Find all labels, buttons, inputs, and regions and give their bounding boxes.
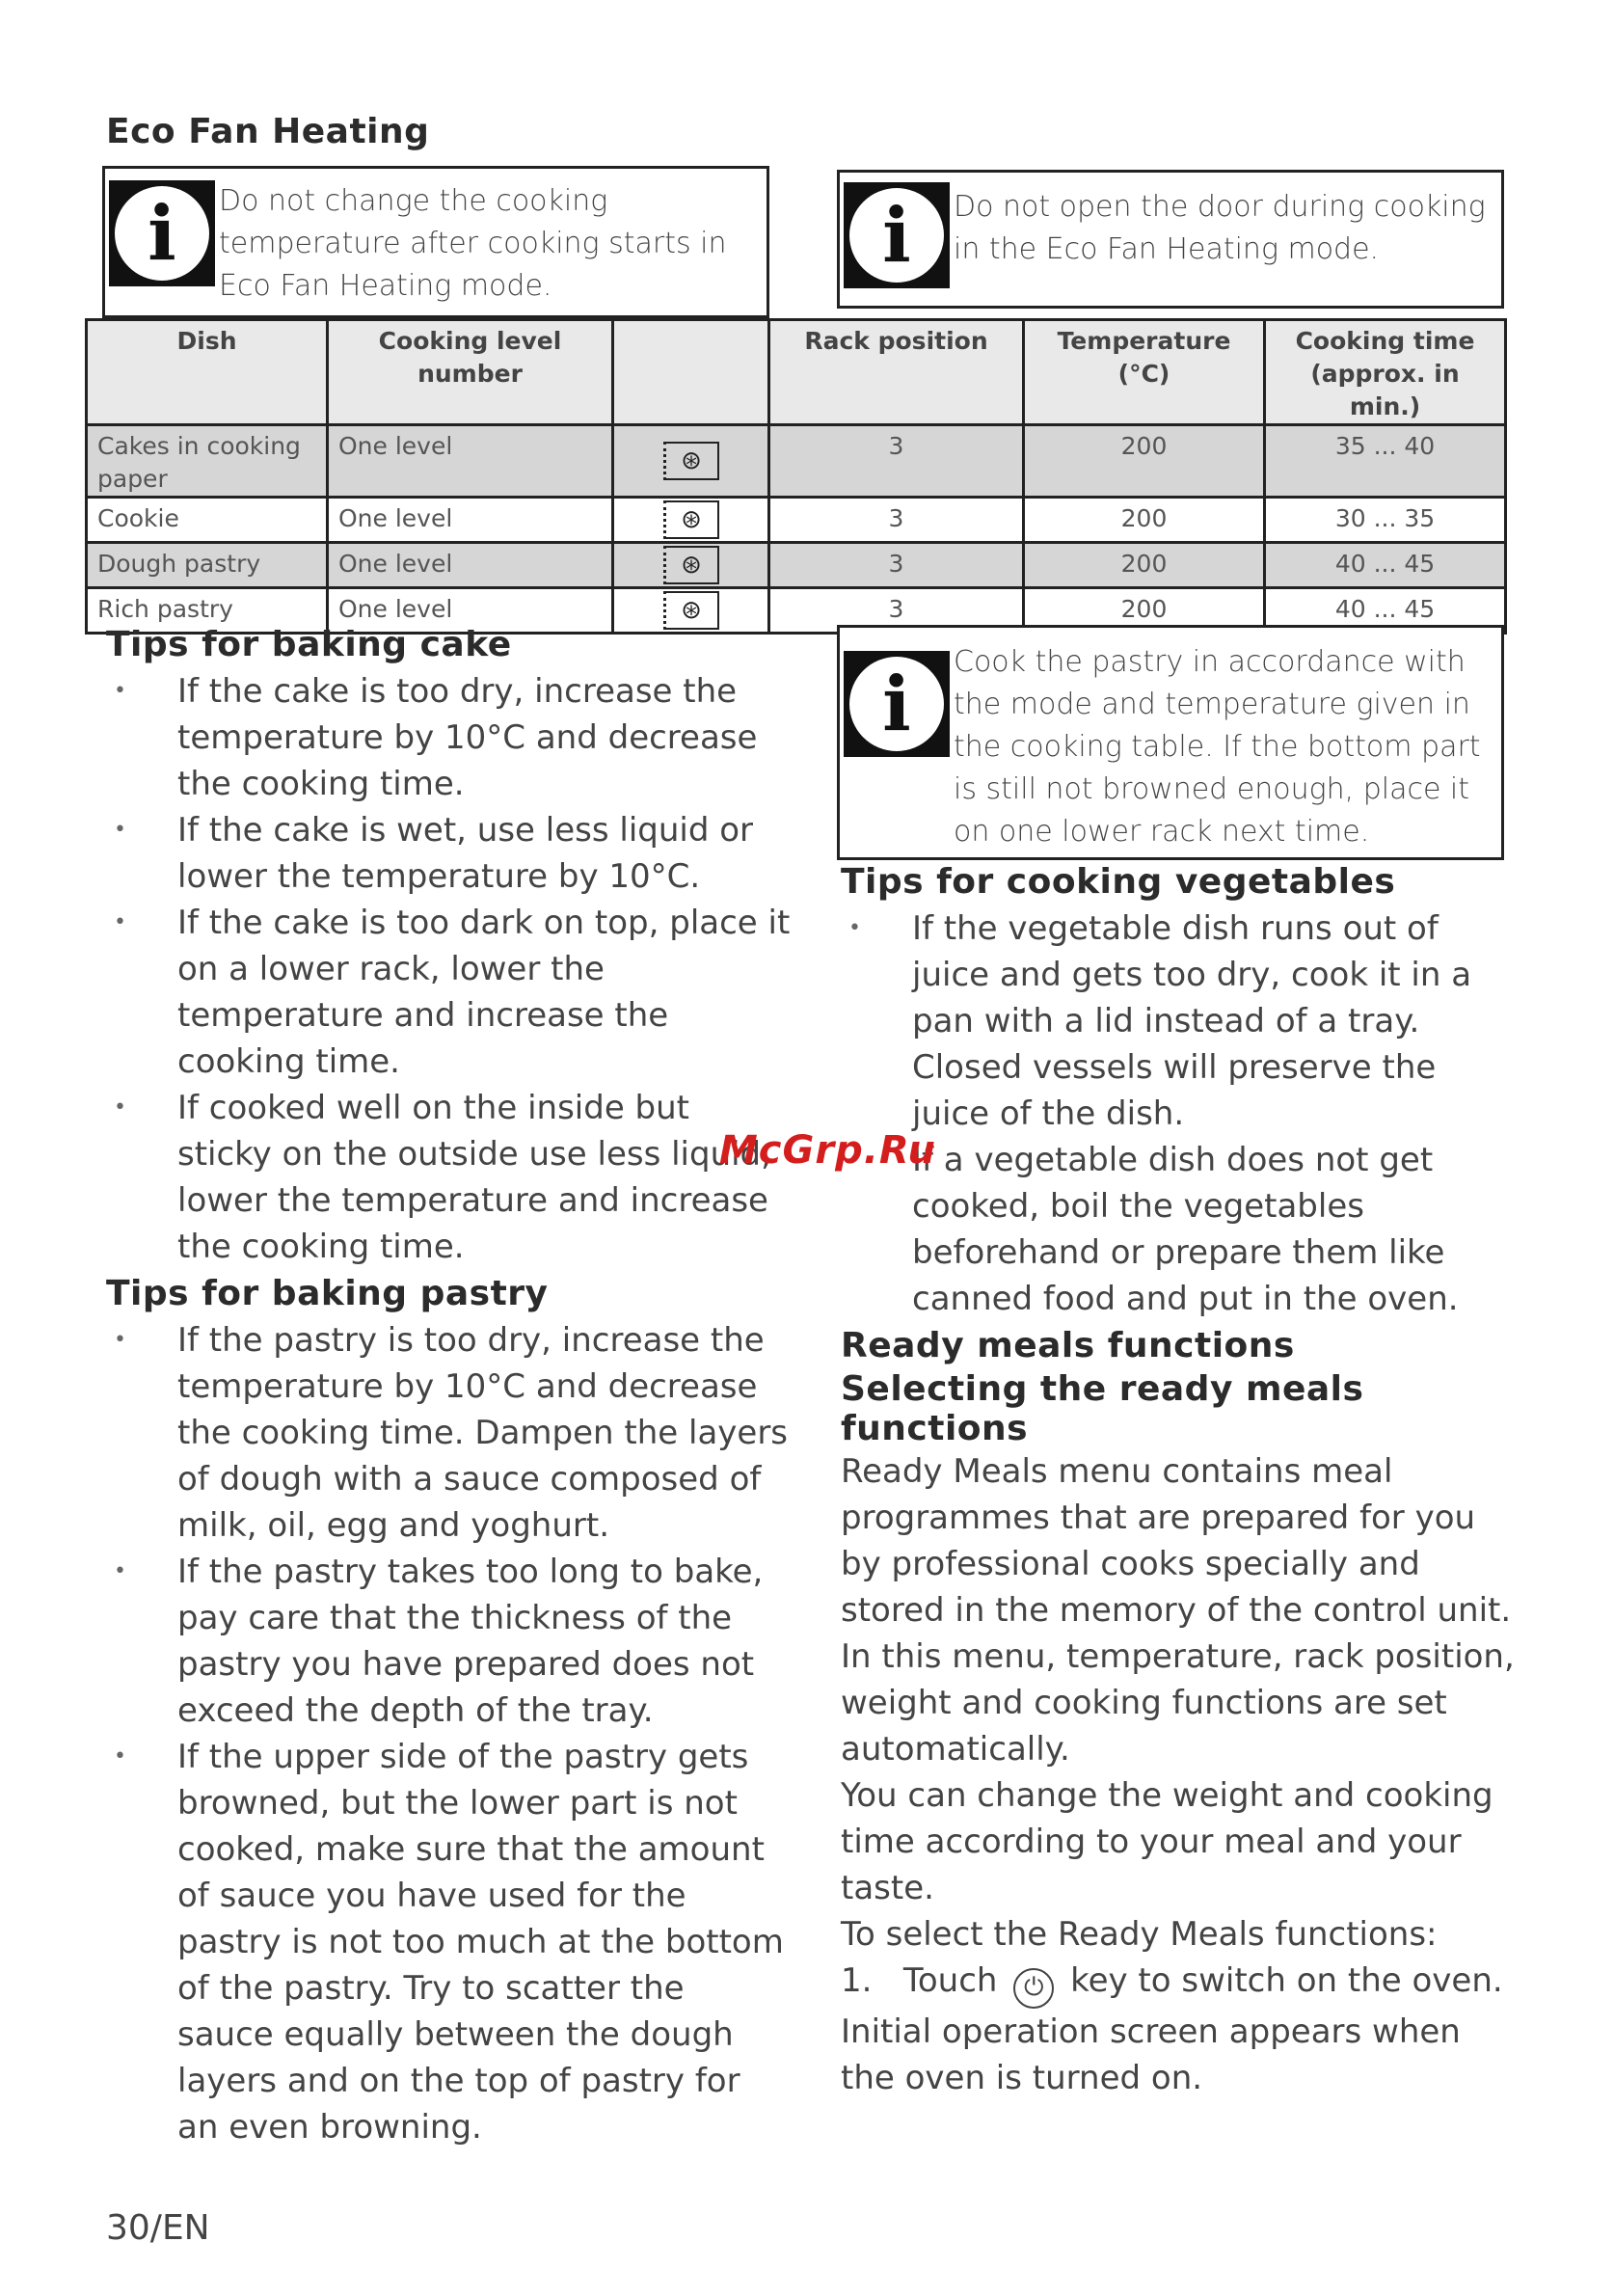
header-level: Cooking level number	[328, 320, 613, 425]
info-note-pastry	[837, 625, 1504, 860]
fan-heating-icon: ⊛	[663, 500, 719, 539]
header-mode	[613, 320, 769, 425]
list-item: • If a vegetable dish does not get cooked, boil the vegetables beforehand or prepare them like canned food and put in the oven.	[841, 1137, 1516, 1322]
ready-meals-initial-screen: Initial operation screen appears when the oven is turned on.	[841, 2012, 1461, 2097]
section-title: Eco Fan Heating	[106, 112, 430, 151]
table-row	[87, 498, 1506, 543]
header-dish: Dish	[87, 320, 328, 425]
note-text: Do not open the door during cooking in the Eco Fan Heating mode.	[954, 190, 1486, 266]
tips-veg-list	[841, 905, 1516, 1322]
info-icon: i	[844, 651, 950, 757]
fan-heating-icon: ⊛	[663, 442, 719, 480]
page-number: 30/EN	[106, 2208, 210, 2248]
cell-time: 40 ... 45	[1265, 588, 1506, 634]
info-note-door	[837, 170, 1504, 309]
fan-heating-icon: ⊛	[663, 591, 719, 630]
cell-dish: Cakes in cooking paper	[87, 425, 328, 498]
list-item: • If the vegetable dish runs out of juice and gets too dry, cook it in a pan with a lid instead of a tray. Closed vessels will preserve the juice of the dish.	[841, 905, 1516, 1137]
note-text: Do not change the cooking temperature after cooking starts in Eco Fan Heating mode.	[219, 184, 727, 303]
tips-cake-title: Tips for baking cake	[106, 625, 512, 664]
tips-cake-list	[106, 668, 791, 1270]
ready-meals-change: You can change the weight and cooking time according to your meal and your taste.	[841, 1776, 1493, 1907]
cell-temperature: 200	[1024, 543, 1265, 588]
list-item: • If cooked well on the inside but sticky on the outside use less liquid, lower the temperature and increase the cooking time.	[106, 1085, 791, 1270]
list-item: • If the upper side of the pastry gets browned, but the lower part is not cooked, make sure that the amount of sauce you have used for the pastry is not too much at the bottom of the pastry. Try to scatter the sauce equally between the dough layers and on the top of pastry for an even browning.	[106, 1734, 791, 2150]
step-number: 1.	[841, 1961, 873, 2000]
list-item: • If the pastry takes too long to bake, pay care that the thickness of the pastry you have prepared does not exceed the depth of the tray.	[106, 1549, 791, 1734]
cooking-table	[85, 318, 1507, 635]
ready-meals-select: To select the Ready Meals functions:	[841, 1915, 1438, 1954]
cell-level: One level	[328, 425, 613, 498]
info-icon: i	[844, 182, 950, 288]
header-rack: Rack position	[769, 320, 1024, 425]
right-column	[841, 862, 1516, 2101]
note-text: Cook the pastry in accordance with the mode and temperature given in the cooking table. If the bottom part is still not browned enough, place it on one lower rack next time.	[954, 645, 1481, 849]
cell-rack: 3	[769, 498, 1024, 543]
table-header-row	[87, 320, 1506, 425]
list-item: • If the cake is too dark on top, place it on a lower rack, lower the temperature and increase the cooking time.	[106, 900, 791, 1085]
tips-veg-title: Tips for cooking vegetables	[841, 862, 1396, 902]
step-text-post: key to switch on the oven.	[1070, 1961, 1503, 2000]
table-row	[87, 425, 1506, 498]
list-item: • If the cake is too dry, increase the temperature by 10°C and decrease the cooking time.	[106, 668, 791, 807]
watermark: McGrp.Ru	[719, 1128, 936, 1173]
ready-meals-subtitle: Selecting the ready meals functions	[841, 1369, 1364, 1448]
cell-level: One level	[328, 498, 613, 543]
cell-time: 35 ... 40	[1265, 425, 1506, 498]
cell-time: 30 ... 35	[1265, 498, 1506, 543]
ready-meals-auto: In this menu, temperature, rack position, weight and cooking functions are set automatically.	[841, 1637, 1515, 1769]
ready-meals-step-1	[841, 1958, 1516, 2009]
cell-temperature: 200	[1024, 498, 1265, 543]
cell-temperature: 200	[1024, 425, 1265, 498]
cell-rack: 3	[769, 543, 1024, 588]
cell-temperature: 200	[1024, 588, 1265, 634]
list-item: • If the cake is wet, use less liquid or lower the temperature by 10°C.	[106, 807, 791, 900]
tips-pastry-list	[106, 1317, 791, 2150]
tips-pastry-title: Tips for baking pastry	[106, 1274, 549, 1313]
list-item: • If the pastry is too dry, increase the temperature by 10°C and decrease the cooking time. Dampen the layers of dough with a sauce composed of milk, oil, egg and yoghurt.	[106, 1317, 791, 1549]
ready-meals-title: Ready meals functions	[841, 1326, 1295, 1365]
power-icon: ⏻	[1013, 1968, 1054, 2009]
cell-rack: 3	[769, 588, 1024, 634]
cell-time: 40 ... 45	[1265, 543, 1506, 588]
cell-dish: Rich pastry	[87, 588, 328, 634]
cell-dish: Cookie	[87, 498, 328, 543]
table-row	[87, 543, 1506, 588]
fan-heating-icon: ⊛	[663, 546, 719, 584]
ready-meals-intro: Ready Meals menu contains meal programmes that are prepared for you by professional cooks specially and stored in the memory of the control unit.	[841, 1452, 1512, 1630]
header-time: Cooking time (approx. in min.)	[1265, 320, 1506, 425]
info-note-temperature	[102, 166, 769, 318]
cell-dish: Dough pastry	[87, 543, 328, 588]
left-column	[106, 625, 791, 2150]
info-icon: i	[109, 180, 215, 286]
cell-level: One level	[328, 543, 613, 588]
cell-level: One level	[328, 588, 613, 634]
step-text-pre: Touch	[902, 1961, 998, 2000]
header-temperature: Temperature (°C)	[1024, 320, 1265, 425]
cell-rack: 3	[769, 425, 1024, 498]
